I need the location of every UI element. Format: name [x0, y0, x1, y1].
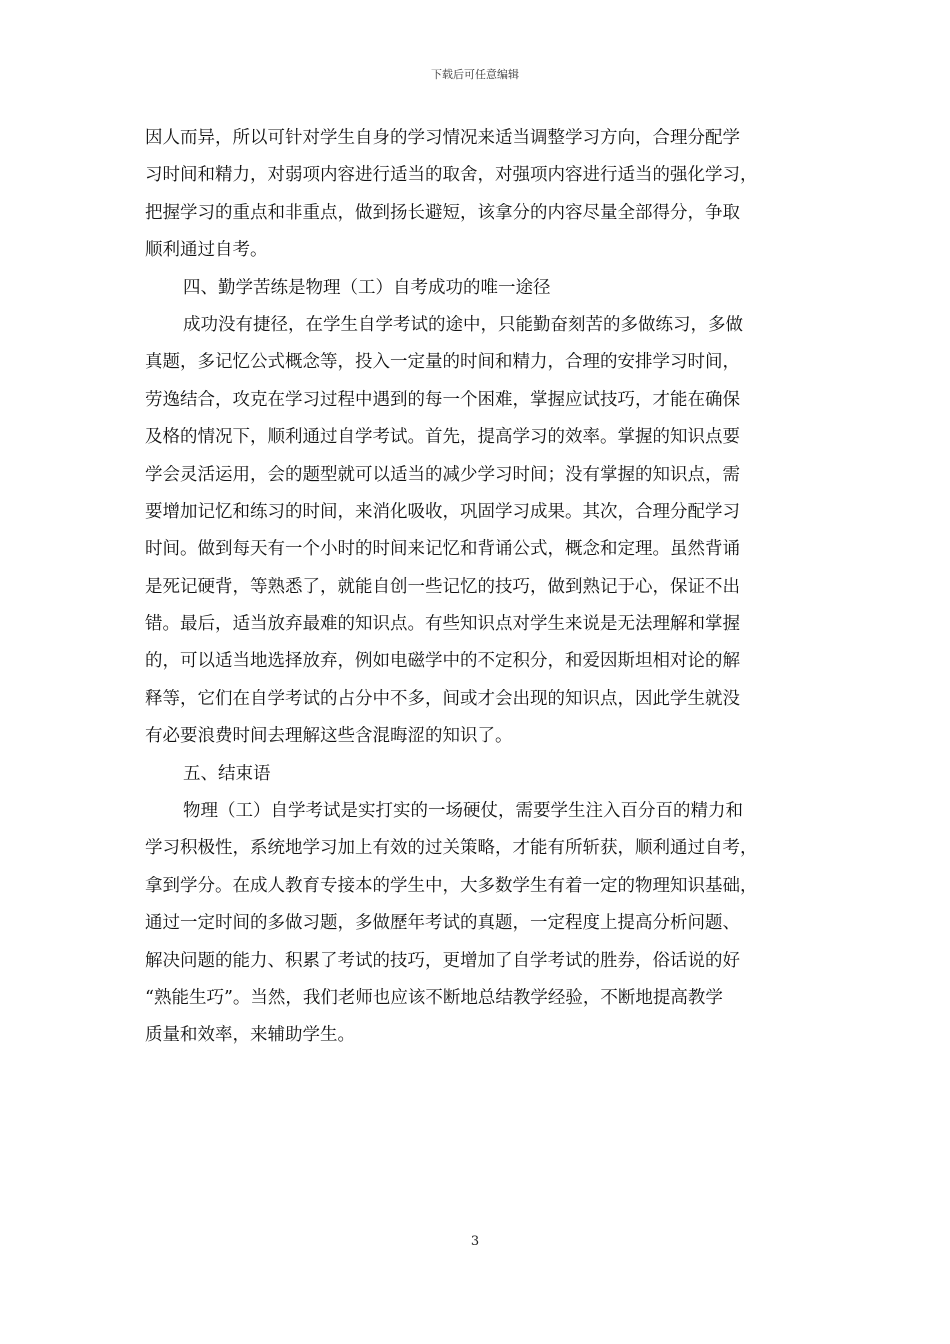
text-line: 要增加记忆和练习的时间，来消化吸收，巩固学习成果。其次，合理分配学习 — [145, 501, 740, 522]
text-line: 质量和效率，来辅助学生。 — [145, 1025, 355, 1046]
text-line: 及格的情况下，顺利通过自学考试。首先，提高学习的效率。掌握的知识点要 — [145, 427, 740, 448]
text-line: 学会灵活运用，会的题型就可以适当的减少学习时间；没有掌握的知识点，需 — [145, 464, 740, 485]
text-line: 是死记硬背，等熟悉了，就能自创一些记忆的技巧，做到熟记于心，保证不出 — [145, 576, 740, 597]
section-heading: 五、结束语 — [183, 763, 271, 784]
page-header: 下载后可任意编辑 — [431, 68, 519, 81]
text-line: 顺利通过自考。 — [145, 240, 268, 261]
section-heading: 四、勤学苦练是物理（工）自考成功的唯一途径 — [183, 277, 551, 298]
text-line: 成功没有捷径，在学生自学考试的途中，只能勤奋刻苦的多做练习，多做 — [183, 314, 743, 335]
text-line: 把握学习的重点和非重点，做到扬长避短，该拿分的内容尽量全部得分，争取 — [145, 202, 740, 223]
text-line: 习时间和精力，对弱项内容进行适当的取舍，对强项内容进行适当的强化学习， — [145, 165, 758, 186]
text-line: 解决问题的能力、积累了考试的技巧，更增加了自学考试的胜券，俗话说的好 — [145, 950, 740, 971]
text-line: 的，可以适当地选择放弃，例如电磁学中的不定积分，和爱因斯坦相对论的解 — [145, 651, 740, 672]
text-line: 拿到学分。在成人教育专接本的学生中，大多数学生有着一定的物理知识基础， — [145, 875, 758, 896]
text-line: 有必要浪费时间去理解这些含混晦涩的知识了。 — [145, 726, 513, 747]
text-line: 时间。做到每天有一个小时的时间来记忆和背诵公式，概念和定理。虽然背诵 — [145, 539, 740, 560]
text-line: 劳逸结合，攻克在学习过程中遇到的每一个困难，掌握应试技巧，才能在确保 — [145, 389, 740, 410]
text-line: 因人而异，所以可针对学生自身的学习情况来适当调整学习方向，合理分配学 — [145, 128, 740, 148]
text-line: 学习积极性，系统地学习加上有效的过关策略，才能有所斩获，顺利通过自考， — [145, 838, 758, 859]
text-line: “熟能生巧”。当然，我们老师也应该不断地总结教学经验，不断地提高教学 — [145, 987, 723, 1008]
page-number: 3 — [470, 1234, 480, 1249]
text-line: 错。最后，适当放弃最难的知识点。有些知识点对学生来说是无法理解和掌握 — [145, 614, 740, 635]
text-line: 通过一定时间的多做习题，多做歷年考试的真题，一定程度上提高分析问题、 — [145, 913, 740, 934]
text-line: 真题，多记忆公式概念等，投入一定量的时间和精力，合理的安排学习时间， — [145, 352, 740, 373]
text-line: 释等，它们在自学考试的占分中不多，间或才会出现的知识点，因此学生就没 — [145, 688, 740, 709]
body-text — [145, 120, 810, 1055]
text-line: 物理（工）自学考试是实打实的一场硬仗，需要学生注入百分百的精力和 — [183, 801, 743, 822]
